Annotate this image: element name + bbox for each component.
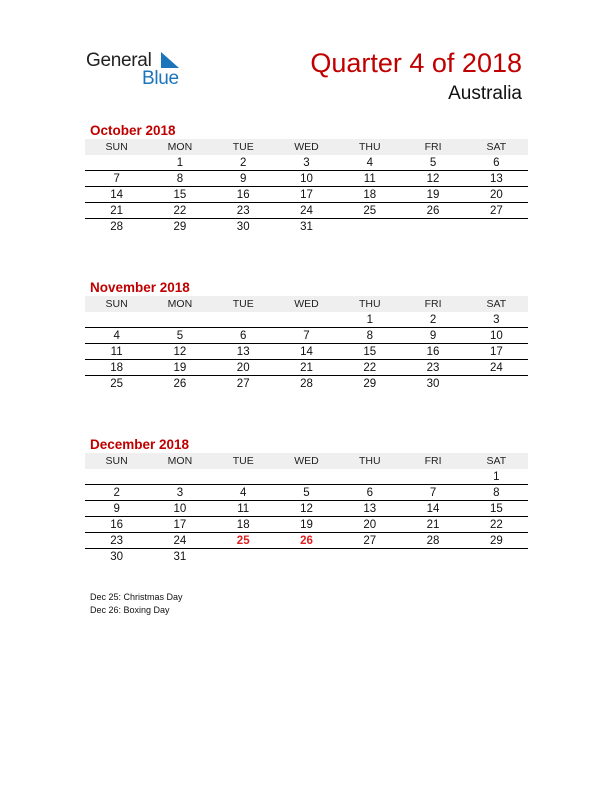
month-title: December 2018 (90, 437, 190, 452)
day-cell: 7 (275, 328, 338, 344)
day-cell: 23 (85, 533, 148, 549)
day-cell: 26 (173, 377, 187, 390)
day-cell: 27 (465, 203, 528, 219)
day-cell: 19 (275, 517, 338, 533)
empty-day-cell (212, 549, 275, 565)
week-row (85, 219, 528, 235)
weekday-header: THU (338, 296, 401, 312)
week-row (85, 501, 528, 517)
weekday-header: SAT (465, 296, 528, 312)
week-row (85, 155, 528, 171)
empty-day-cell (148, 312, 211, 328)
day-cell: 15 (148, 187, 211, 203)
weekday-header-row (85, 453, 528, 469)
day-cell: 21 (85, 203, 148, 219)
day-cell: 8 (148, 171, 211, 187)
weekday-header: FRI (401, 139, 464, 155)
empty-day-cell (85, 312, 148, 328)
logo-text-general: General (86, 50, 152, 71)
day-cell: 8 (465, 485, 528, 501)
calendar-table (85, 453, 528, 564)
day-cell: 13 (465, 171, 528, 187)
day-cell: 3 (275, 155, 338, 171)
weekday-header: WED (275, 139, 338, 155)
week-row (85, 469, 528, 485)
holiday-note: Dec 25: Christmas Day (90, 592, 183, 602)
day-cell: 10 (148, 501, 211, 517)
day-cell: 24 (148, 533, 211, 549)
weekday-header: TUE (212, 453, 275, 469)
month-title: November 2018 (90, 280, 190, 295)
weekday-header: SAT (465, 139, 528, 155)
empty-day-cell (275, 549, 338, 565)
weekday-header: THU (338, 453, 401, 469)
weekday-header: MON (148, 139, 211, 155)
day-cell: 6 (338, 485, 401, 501)
week-row (85, 187, 528, 203)
empty-day-cell (338, 219, 401, 235)
day-cell: 15 (338, 344, 401, 360)
empty-day-cell (85, 155, 148, 171)
week-row (85, 517, 528, 533)
day-cell: 18 (212, 517, 275, 533)
month-december (85, 436, 528, 564)
day-cell: 1 (338, 312, 401, 328)
day-cell: 5 (275, 485, 338, 501)
day-cell: 26 (401, 203, 464, 219)
week-row (85, 171, 528, 187)
day-cell: 12 (275, 501, 338, 517)
day-cell: 23 (212, 203, 275, 219)
day-cell: 25 (110, 377, 124, 390)
week-row (85, 203, 528, 219)
calendar-table (85, 139, 528, 234)
empty-day-cell (212, 469, 275, 485)
day-cell: 5 (148, 328, 211, 344)
day-cell: 4 (338, 155, 401, 171)
empty-day-cell (85, 469, 148, 485)
logo-text-blue: Blue (142, 68, 179, 89)
day-cell: 21 (401, 517, 464, 533)
day-cell: 28 (300, 377, 313, 390)
day-cell: 30 (236, 220, 250, 233)
day-cell: 29 (173, 220, 187, 233)
day-cell: 20 (338, 517, 401, 533)
day-cell: 11 (338, 171, 401, 187)
day-cell: 2 (212, 155, 275, 171)
generalblue-logo (86, 50, 196, 90)
country-name: Australia (448, 83, 522, 104)
day-cell: 8 (338, 328, 401, 344)
empty-day-cell (465, 549, 528, 565)
day-cell: 20 (465, 187, 528, 203)
day-cell: 30 (426, 377, 440, 390)
day-cell: 5 (401, 155, 464, 171)
day-cell: 3 (148, 485, 211, 501)
week-row (85, 344, 528, 360)
empty-day-cell (401, 469, 464, 485)
empty-day-cell (212, 312, 275, 328)
day-cell: 26 (275, 533, 338, 549)
weekday-header-row (85, 296, 528, 312)
day-cell: 3 (465, 312, 528, 328)
empty-day-cell (338, 549, 401, 565)
empty-day-cell (275, 312, 338, 328)
weekday-header-row (85, 139, 528, 155)
day-cell: 16 (401, 344, 464, 360)
day-cell: 11 (85, 344, 148, 360)
day-cell: 11 (212, 501, 275, 517)
day-cell: 22 (465, 517, 528, 533)
week-row (85, 360, 528, 376)
day-cell: 28 (401, 533, 464, 549)
page-title: Quarter 4 of 2018 (310, 48, 522, 78)
day-cell: 7 (401, 485, 464, 501)
empty-day-cell (275, 469, 338, 485)
day-cell: 2 (401, 312, 464, 328)
week-row (85, 312, 528, 328)
day-cell: 30 (110, 550, 124, 563)
day-cell: 22 (148, 203, 211, 219)
month-october (85, 122, 528, 234)
weekday-header: SAT (465, 453, 528, 469)
day-cell: 1 (148, 155, 211, 171)
day-cell: 12 (401, 171, 464, 187)
day-cell: 24 (465, 360, 528, 376)
holiday-notes (90, 591, 183, 617)
week-row (85, 376, 528, 392)
day-cell: 17 (465, 344, 528, 360)
day-cell: 10 (465, 328, 528, 344)
day-cell: 29 (363, 377, 377, 390)
day-cell: 22 (338, 360, 401, 376)
holiday-note: Dec 26: Boxing Day (90, 605, 170, 615)
day-cell: 9 (212, 171, 275, 187)
weekday-header: SUN (85, 296, 148, 312)
empty-day-cell (338, 469, 401, 485)
day-cell: 12 (148, 344, 211, 360)
day-cell: 13 (212, 344, 275, 360)
day-cell: 21 (275, 360, 338, 376)
weekday-header: WED (275, 453, 338, 469)
day-cell: 18 (338, 187, 401, 203)
day-cell: 1 (465, 469, 528, 485)
day-cell: 17 (148, 517, 211, 533)
weekday-header: TUE (212, 296, 275, 312)
empty-day-cell (465, 219, 528, 235)
weekday-header: MON (148, 296, 211, 312)
week-row (85, 485, 528, 501)
weekday-header: TUE (212, 139, 275, 155)
day-cell: 25 (212, 533, 275, 549)
empty-day-cell (148, 469, 211, 485)
weekday-header: MON (148, 453, 211, 469)
weekday-header: WED (275, 296, 338, 312)
day-cell: 24 (275, 203, 338, 219)
day-cell: 13 (338, 501, 401, 517)
day-cell: 31 (173, 550, 187, 563)
day-cell: 14 (85, 187, 148, 203)
day-cell: 4 (85, 328, 148, 344)
day-cell: 4 (212, 485, 275, 501)
day-cell: 28 (110, 220, 124, 233)
day-cell: 20 (212, 360, 275, 376)
weekday-header: FRI (401, 453, 464, 469)
week-row (85, 533, 528, 549)
day-cell: 19 (148, 360, 211, 376)
month-title: October 2018 (90, 123, 176, 138)
day-cell: 31 (300, 220, 313, 233)
weekday-header: THU (338, 139, 401, 155)
weekday-header: SUN (85, 453, 148, 469)
week-row (85, 328, 528, 344)
day-cell: 19 (401, 187, 464, 203)
weekday-header: FRI (401, 296, 464, 312)
day-cell: 27 (236, 377, 250, 390)
day-cell: 7 (85, 171, 148, 187)
day-cell: 14 (401, 501, 464, 517)
day-cell: 9 (401, 328, 464, 344)
day-cell: 16 (212, 187, 275, 203)
empty-day-cell (401, 219, 464, 235)
month-november (85, 279, 528, 391)
week-row (85, 549, 528, 565)
weekday-header: SUN (85, 139, 148, 155)
day-cell: 29 (465, 533, 528, 549)
day-cell: 16 (85, 517, 148, 533)
day-cell: 27 (338, 533, 401, 549)
day-cell: 6 (212, 328, 275, 344)
empty-day-cell (401, 549, 464, 565)
day-cell: 25 (338, 203, 401, 219)
day-cell: 9 (85, 501, 148, 517)
day-cell: 18 (85, 360, 148, 376)
day-cell: 15 (465, 501, 528, 517)
day-cell: 23 (401, 360, 464, 376)
day-cell: 2 (85, 485, 148, 501)
day-cell: 14 (275, 344, 338, 360)
calendar-table (85, 296, 528, 391)
day-cell: 10 (275, 171, 338, 187)
day-cell: 17 (275, 187, 338, 203)
empty-day-cell (465, 376, 528, 392)
day-cell: 6 (465, 155, 528, 171)
